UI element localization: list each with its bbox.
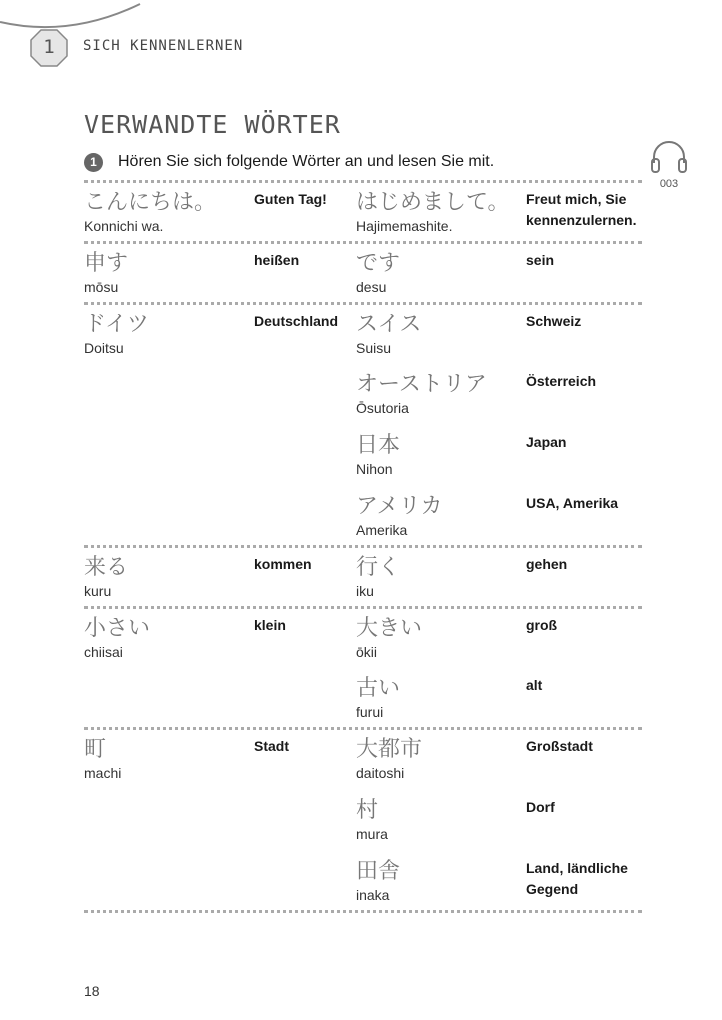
romaji-reading: Ōsutoria <box>356 400 409 417</box>
romaji-reading: Amerika <box>356 522 408 538</box>
japanese-word: です <box>356 250 401 276</box>
page-number: 18 <box>84 983 100 999</box>
german-translation: klein <box>254 616 286 633</box>
japanese-word: 田舎 <box>356 858 401 884</box>
vocab-entry <box>356 671 616 727</box>
romaji-reading: desu <box>356 278 387 295</box>
exercise-instruction: Hören Sie sich folgende Wörter an und lesen Sie mit. <box>118 153 495 170</box>
romaji-reading: mōsu <box>84 278 119 295</box>
german-translation: sein <box>526 251 555 268</box>
vocab-entry <box>356 611 616 667</box>
romaji-reading: machi <box>84 765 122 782</box>
german-translation: Dorf <box>526 799 555 815</box>
japanese-word: 行く <box>356 554 401 580</box>
vocab-entry <box>356 793 616 849</box>
german-translation: Österreich <box>526 373 597 390</box>
chapter-number: 1 <box>43 36 55 58</box>
german-translation: Japan <box>526 434 567 451</box>
headphones-icon <box>649 139 689 175</box>
romaji-reading: daitoshi <box>356 765 405 782</box>
dotted-divider <box>84 241 642 244</box>
german-translation: Land, ländliche Gegend <box>526 859 628 897</box>
decorative-curve <box>0 0 722 40</box>
vocab-entry <box>84 550 344 606</box>
german-translation: Guten Tag! <box>254 191 327 207</box>
japanese-word: 大きい <box>356 615 423 641</box>
german-translation: gehen <box>526 555 568 572</box>
japanese-word: スイス <box>356 311 422 337</box>
vocab-entry <box>84 185 344 241</box>
audio-track-number: 003 <box>659 178 679 190</box>
exercise-number: 1 <box>84 153 103 172</box>
vocab-entry <box>356 367 616 423</box>
german-translation: Stadt <box>254 738 289 755</box>
dotted-divider <box>84 545 642 548</box>
german-translation: kommen <box>254 555 312 572</box>
romaji-reading: iku <box>356 582 374 599</box>
romaji-reading: furui <box>356 704 384 721</box>
japanese-word: はじめまして。 <box>356 190 510 215</box>
vocab-entry <box>356 854 628 910</box>
vocab-entry <box>84 611 344 667</box>
vocab-entry <box>84 246 344 302</box>
vocab-entry <box>84 307 344 363</box>
romaji-reading: Nihon <box>356 461 393 478</box>
dotted-divider <box>84 180 642 183</box>
romaji-reading: chiisai <box>84 643 123 660</box>
german-translation: Freut mich, Sie kennenzulernen. <box>526 191 637 228</box>
dotted-divider <box>84 727 642 730</box>
dotted-divider <box>84 910 642 913</box>
vocab-entry <box>356 550 616 606</box>
japanese-word: 日本 <box>356 433 401 459</box>
romaji-reading: ōkii <box>356 643 378 660</box>
japanese-word: 大都市 <box>356 737 423 763</box>
dotted-divider <box>84 302 642 305</box>
japanese-word: こんにちは。 <box>84 190 217 215</box>
section-title: VERWANDTE WÖRTER <box>84 110 341 139</box>
german-translation: USA, Amerika <box>526 495 619 511</box>
japanese-word: アメリカ <box>356 494 443 519</box>
japanese-word: 来る <box>84 554 129 580</box>
romaji-reading: Konnichi wa. <box>84 218 164 234</box>
japanese-word: 町 <box>84 737 107 763</box>
german-translation: heißen <box>254 251 300 268</box>
japanese-word: ドイツ <box>84 311 149 337</box>
romaji-reading: kuru <box>84 582 112 599</box>
chapter-badge <box>30 29 68 67</box>
vocab-entry <box>356 307 616 363</box>
vocab-entry <box>356 428 616 484</box>
vocab-entry <box>356 185 637 241</box>
romaji-reading: Doitsu <box>84 339 124 356</box>
german-translation: alt <box>526 677 543 694</box>
german-translation: Großstadt <box>526 738 593 755</box>
vocab-entry <box>356 246 616 302</box>
japanese-word: 申す <box>84 250 129 276</box>
vocab-entry <box>356 489 619 545</box>
german-translation: groß <box>526 616 558 633</box>
german-translation: Deutschland <box>254 312 339 329</box>
vocab-entry <box>356 732 616 788</box>
vocab-entry <box>84 732 344 788</box>
chapter-title: SICH KENNENLERNEN <box>83 38 244 54</box>
german-translation: Schweiz <box>526 312 582 329</box>
romaji-reading: inaka <box>356 886 390 903</box>
romaji-reading: Hajimemashite. <box>356 218 453 234</box>
japanese-word: 古い <box>356 676 401 702</box>
japanese-word: オーストリア <box>356 372 487 398</box>
japanese-word: 小さい <box>84 615 151 641</box>
romaji-reading: mura <box>356 826 388 842</box>
dotted-divider <box>84 606 642 609</box>
japanese-word: 村 <box>356 798 379 823</box>
romaji-reading: Suisu <box>356 339 392 356</box>
